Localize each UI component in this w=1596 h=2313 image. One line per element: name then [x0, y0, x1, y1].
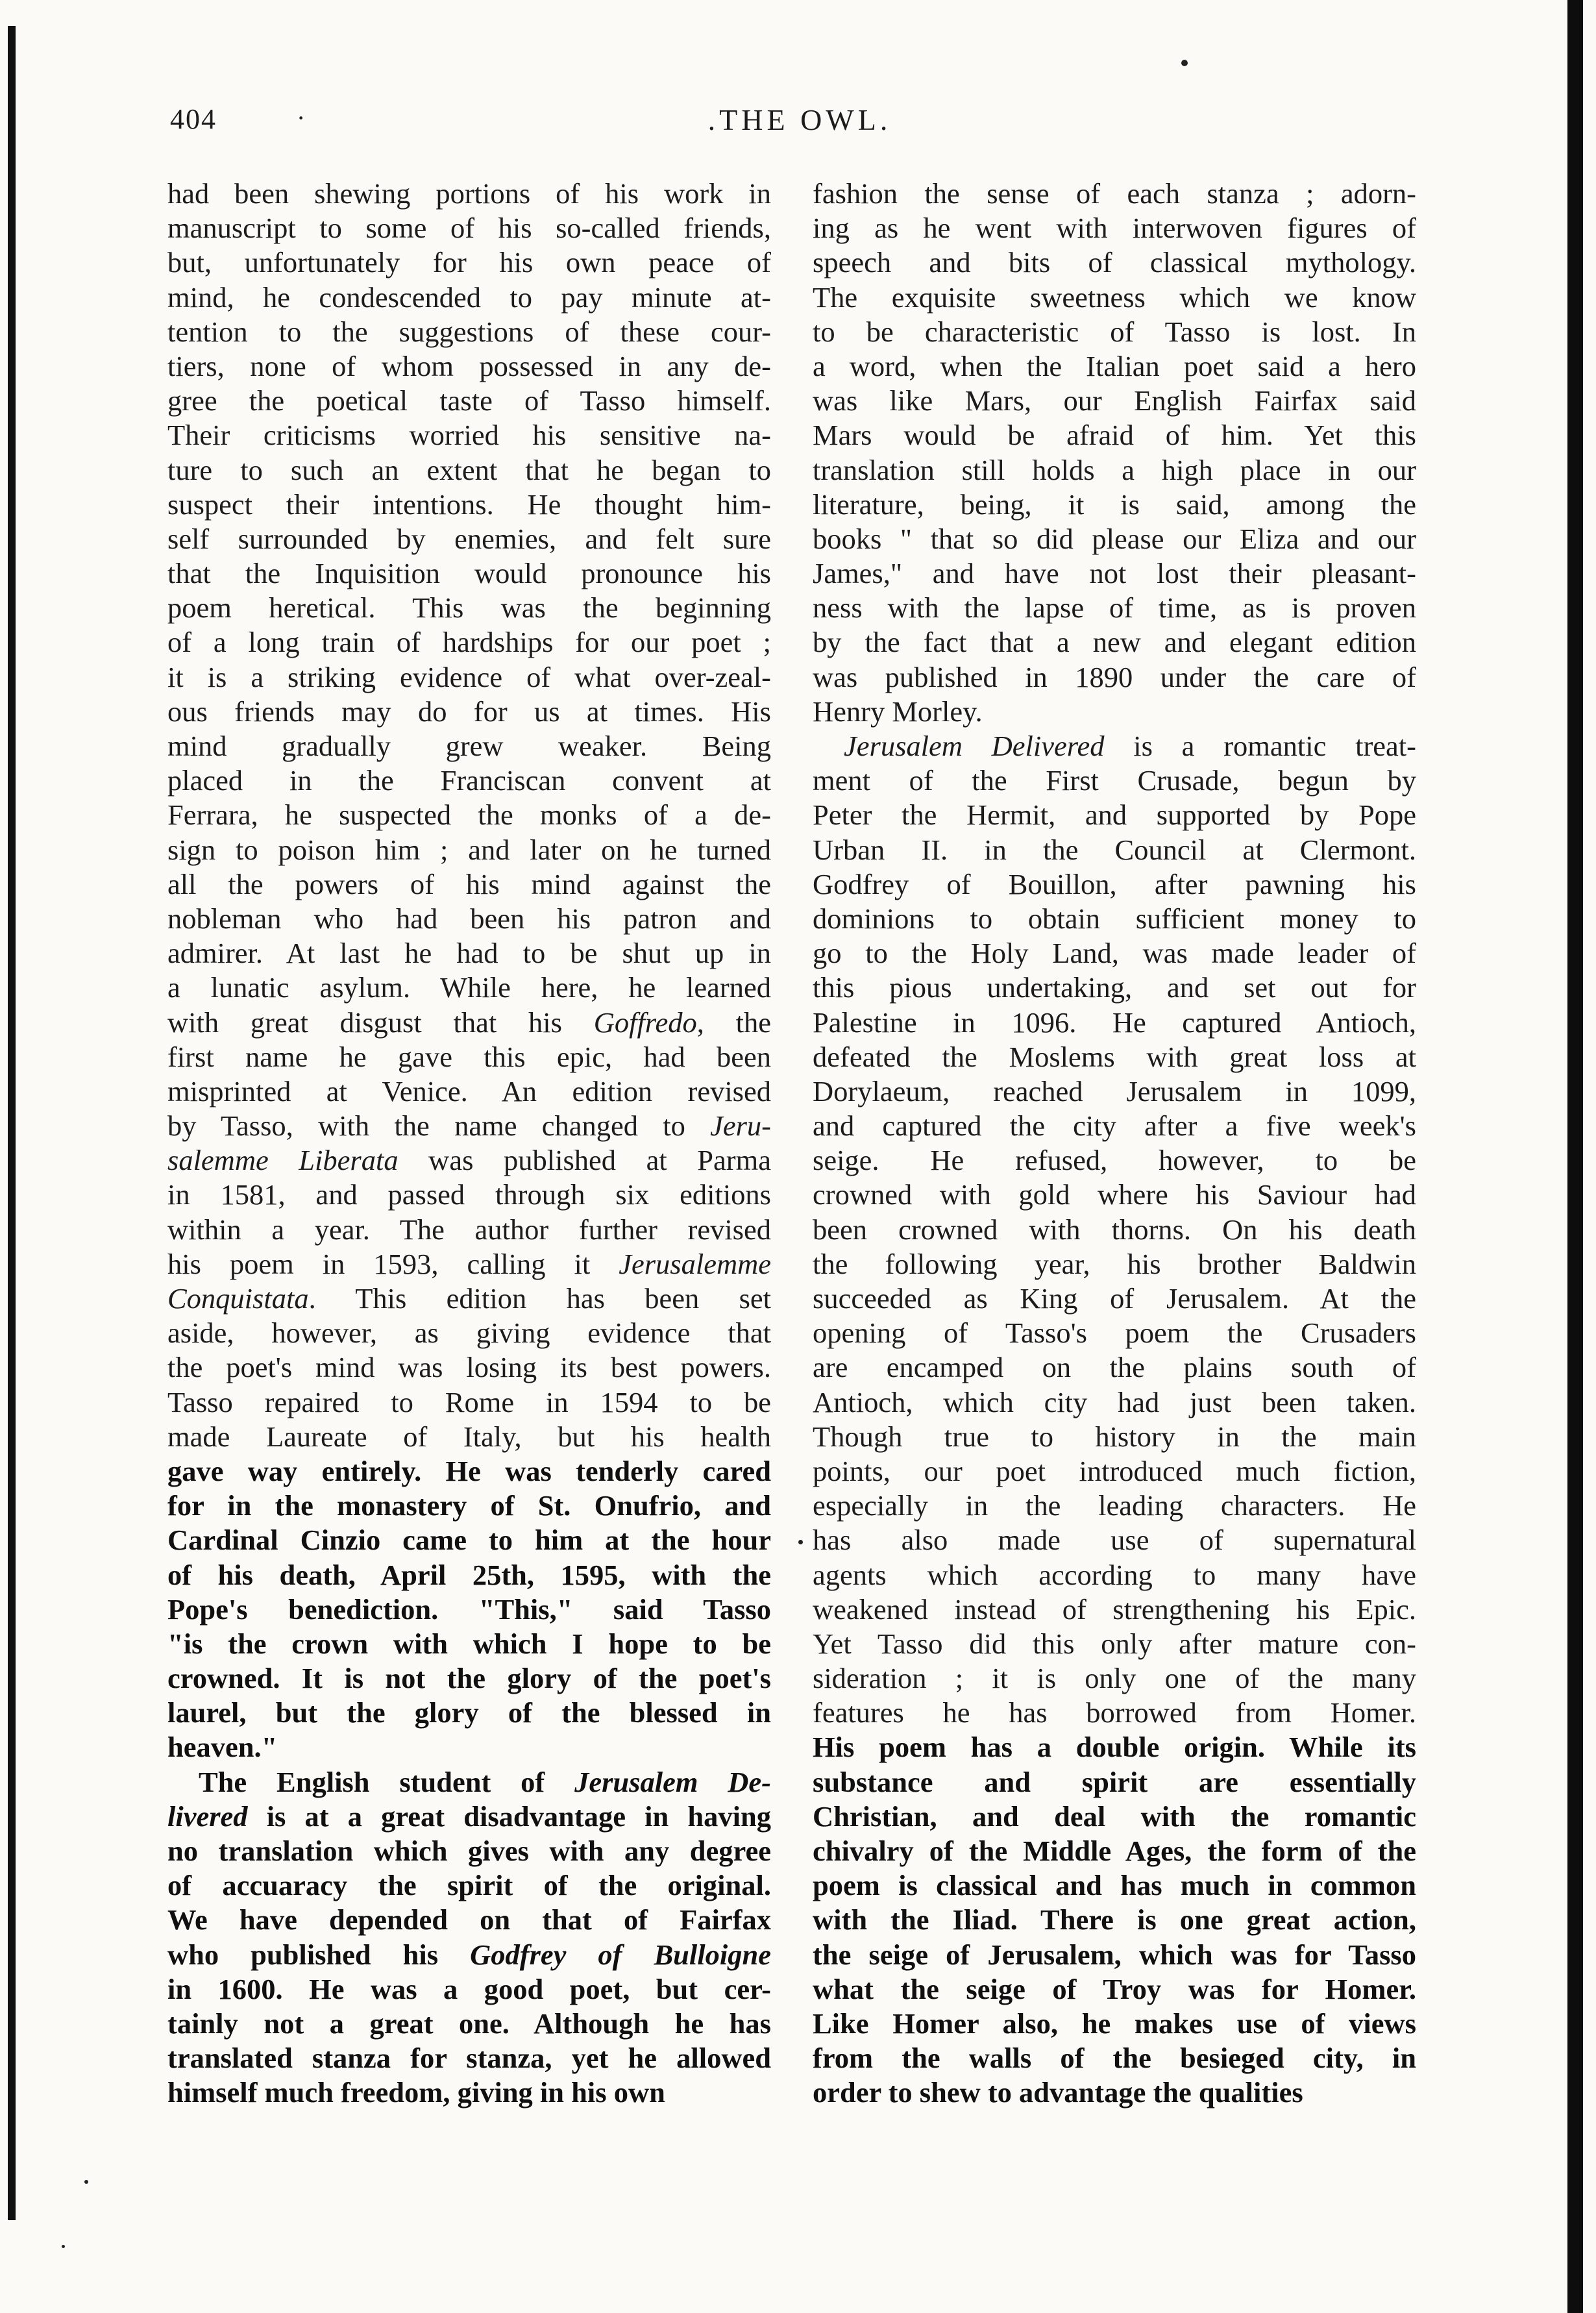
scan-speck — [798, 1540, 803, 1544]
right-column-line: sideration ; it is only one of the many — [813, 1662, 1416, 1695]
right-column-line: Urban II. in the Council at Clermont. — [813, 833, 1416, 866]
right-column-line: The exquisite sweetness which we know — [813, 280, 1416, 314]
right-column-line: dominions to obtain sufficient money to — [813, 902, 1416, 935]
right-column-line: ing as he went with interwoven figures of — [813, 212, 1416, 245]
right-column-line: weakened instead of strengthening his Epic. — [813, 1592, 1416, 1626]
left-column-line: livered is at a great disadvantage in having — [167, 1800, 771, 1833]
right-column-line: literature, being, it is said, among the — [813, 488, 1416, 521]
left-column-line: of his death, April 25th, 1595, with the — [167, 1558, 771, 1591]
left-column-line: The English student of Jerusalem De- — [199, 1765, 771, 1798]
left-column-line: heaven." — [167, 1731, 278, 1764]
right-column-line: James," and have not lost their pleasant- — [813, 557, 1416, 590]
right-column-line: seige. He refused, however, to be — [813, 1144, 1416, 1177]
left-column-line: manuscript to some of his so-called friends, — [167, 212, 771, 245]
left-column-line: misprinted at Venice. An edition revised — [167, 1074, 771, 1107]
left-column-line: within a year. The author further revised — [167, 1213, 771, 1246]
left-column-line: tainly not a great one. Although he has — [167, 2007, 771, 2040]
left-column-line: ture to such an extent that he began to — [167, 453, 771, 486]
left-column-line: Ferrara, he suspected the monks of a de- — [167, 798, 771, 832]
right-column-line: succeeded as King of Jerusalem. At the — [813, 1282, 1416, 1315]
right-column-line: to be characteristic of Tasso is lost. In — [813, 315, 1416, 348]
right-column-line: Antioch, which city had just been taken. — [813, 1385, 1416, 1418]
left-column-line: laurel, but the glory of the blessed in — [167, 1696, 771, 1729]
left-column — [167, 177, 771, 2110]
right-column-line: by the fact that a new and elegant edition — [813, 626, 1416, 659]
right-column-line: Jerusalem Delivered is a romantic treat- — [844, 730, 1416, 762]
right-column-line: was published in 1890 under the care of — [813, 660, 1416, 693]
left-column-line: gree the poetical taste of Tasso himself. — [167, 384, 771, 417]
left-column-line: made Laureate of Italy, but his health — [167, 1420, 771, 1453]
left-column-line: crowned. It is not the glory of the poet's — [167, 1662, 771, 1695]
left-column-line: Conquistata. This edition has been set — [167, 1282, 771, 1315]
right-column-line: chivalry of the Middle Ages, the form of the — [813, 1835, 1416, 1867]
left-column-line: all the powers of his mind against the — [167, 867, 771, 900]
left-column-line: for in the monastery of St. Onufrio, and — [167, 1489, 771, 1522]
right-column-line: Though true to history in the main — [813, 1420, 1416, 1453]
left-column-line: first name he gave this epic, had been — [167, 1040, 771, 1073]
right-column-line: translation still holds a high place in our — [813, 453, 1416, 486]
left-column-line: nobleman who had been his patron and — [167, 902, 771, 935]
left-column-line: suspect their intentions. He thought him- — [167, 488, 771, 521]
right-column-line: agents which according to many have — [813, 1558, 1416, 1591]
right-column-line: Peter the Hermit, and supported by Pope — [813, 798, 1416, 832]
right-column-line: order to shew to advantage the qualities — [813, 2076, 1303, 2109]
left-column-line: admirer. At last he had to be shut up in — [167, 937, 771, 970]
right-column-line: and captured the city after a five week's — [813, 1109, 1416, 1143]
right-column-line: a word, when the Italian poet said a hero — [813, 349, 1416, 382]
right-column-line: Like Homer also, he makes use of views — [813, 2007, 1416, 2040]
left-column-line: in 1600. He was a good poet, but cer- — [167, 1972, 771, 2005]
left-column-line: in 1581, and passed through six editions — [167, 1178, 771, 1211]
left-column-line: himself much freedom, giving in his own — [167, 2076, 665, 2109]
right-column-line: was like Mars, our English Fairfax said — [813, 384, 1416, 417]
left-column-line: gave way entirely. He was tenderly cared — [167, 1454, 771, 1487]
right-column-line: especially in the leading characters. He — [813, 1489, 1416, 1522]
right-column-line: has also made use of supernatural — [813, 1524, 1416, 1557]
right-column-line: features he has borrowed from Homer. — [813, 1696, 1416, 1729]
left-column-line: Pope's benediction. "This," said Tasso — [167, 1592, 771, 1626]
left-column-line: ous friends may do for us at times. His — [167, 695, 771, 728]
right-column — [813, 177, 1416, 2110]
right-column-line: the seige of Jerusalem, which was for Tasso — [813, 1938, 1416, 1971]
right-column-line: ness with the lapse of time, as is proven — [813, 591, 1416, 625]
left-column-line: poem heretical. This was the beginning — [167, 591, 771, 625]
right-column-line: fashion the sense of each stanza ; adorn- — [813, 177, 1416, 210]
scan-left-edge — [8, 26, 16, 2220]
right-column-line: crowned with gold where his Saviour had — [813, 1178, 1416, 1211]
right-column-line: Dorylaeum, reached Jerusalem in 1099, — [813, 1074, 1416, 1107]
left-column-line: no translation which gives with any degree — [167, 1835, 771, 1867]
right-column-line: Godfrey of Bouillon, after pawning his — [813, 867, 1416, 900]
scan-speck — [1181, 60, 1188, 66]
right-column-line: ment of the First Crusade, begun by — [813, 764, 1416, 797]
right-column-line: Palestine in 1096. He captured Antioch, — [813, 1006, 1416, 1039]
scan-right-edge — [1567, 0, 1583, 2313]
left-column-line: placed in the Franciscan convent at — [167, 764, 771, 797]
right-column-line: go to the Holy Land, was made leader of — [813, 937, 1416, 970]
right-column-line: the following year, his brother Baldwin — [813, 1247, 1416, 1280]
left-column-line: mind gradually grew weaker. Being — [167, 730, 771, 762]
left-column-line: of accuaracy the spirit of the original. — [167, 1869, 771, 1902]
right-column-line: His poem has a double origin. While its — [813, 1731, 1416, 1764]
right-column-line: opening of Tasso's poem the Crusaders — [813, 1317, 1416, 1350]
left-column-line: Their criticisms worried his sensitive na- — [167, 419, 771, 452]
left-column-line: tiers, none of whom possessed in any de- — [167, 349, 771, 382]
left-column-line: with great disgust that his Goffredo, the — [167, 1006, 771, 1039]
right-column-line: what the seige of Troy was for Homer. — [813, 1972, 1416, 2005]
left-column-line: We have depended on that of Fairfax — [167, 1903, 771, 1936]
left-column-line: sign to poison him ; and later on he turned — [167, 833, 771, 866]
right-column-line: points, our poet introduced much fiction, — [813, 1454, 1416, 1487]
right-column-line: Henry Morley. — [813, 695, 983, 728]
left-column-line: but, unfortunately for his own peace of — [167, 246, 771, 279]
left-column-line: "is the crown with which I hope to be — [167, 1627, 771, 1660]
left-column-line: Tasso repaired to Rome in 1594 to be — [167, 1385, 771, 1418]
left-column-line: of a long train of hardships for our poet ; — [167, 626, 771, 659]
right-column-line: Christian, and deal with the romantic — [813, 1800, 1416, 1833]
left-column-line: the poet's mind was losing its best powers. — [167, 1351, 771, 1384]
left-column-line: Cardinal Cinzio came to him at the hour — [167, 1524, 771, 1557]
left-column-line: self surrounded by enemies, and felt sure — [167, 522, 771, 555]
header-dot: · — [297, 103, 306, 132]
right-column-line: been crowned with thorns. On his death — [813, 1213, 1416, 1246]
left-column-line: by Tasso, with the name changed to Jeru- — [167, 1109, 771, 1143]
running-title: .THE OWL. — [707, 103, 892, 136]
scan-speck — [84, 2180, 88, 2184]
left-column-line: mind, he condescended to pay minute at- — [167, 280, 771, 314]
right-column-line: speech and bits of classical mythology. — [813, 246, 1416, 279]
left-column-line: his poem in 1593, calling it Jerusalemme — [167, 1247, 771, 1280]
right-column-line: are encamped on the plains south of — [813, 1351, 1416, 1384]
right-column-line: this pious undertaking, and set out for — [813, 971, 1416, 1004]
right-column-line: substance and spirit are essentially — [813, 1765, 1416, 1798]
left-column-line: aside, however, as giving evidence that — [167, 1317, 771, 1350]
left-column-line: tention to the suggestions of these cour- — [167, 315, 771, 348]
scan-speck — [62, 2245, 65, 2248]
left-column-line: a lunatic asylum. While here, he learned — [167, 971, 771, 1004]
right-column-line: poem is classical and has much in common — [813, 1869, 1416, 1902]
page-header — [170, 103, 1429, 148]
right-column-line: Mars would be afraid of him. Yet this — [813, 419, 1416, 452]
left-column-line: translated stanza for stanza, yet he allowed — [167, 2042, 771, 2075]
right-column-line: from the walls of the besieged city, in — [813, 2042, 1416, 2075]
right-column-line: Yet Tasso did this only after mature con- — [813, 1627, 1416, 1660]
left-column-line: salemme Liberata was published at Parma — [167, 1144, 771, 1177]
right-column-line: defeated the Moslems with great loss at — [813, 1040, 1416, 1073]
left-column-line: that the Inquisition would pronounce his — [167, 557, 771, 590]
right-column-line: books " that so did please our Eliza and our — [813, 522, 1416, 555]
page-number: 404 — [170, 103, 217, 135]
left-column-line: it is a striking evidence of what over-zeal- — [167, 660, 771, 693]
left-column-line: had been shewing portions of his work in — [167, 177, 771, 210]
left-column-line: who published his Godfrey of Bulloigne — [167, 1938, 771, 1971]
right-column-line: with the Iliad. There is one great action, — [813, 1903, 1416, 1936]
